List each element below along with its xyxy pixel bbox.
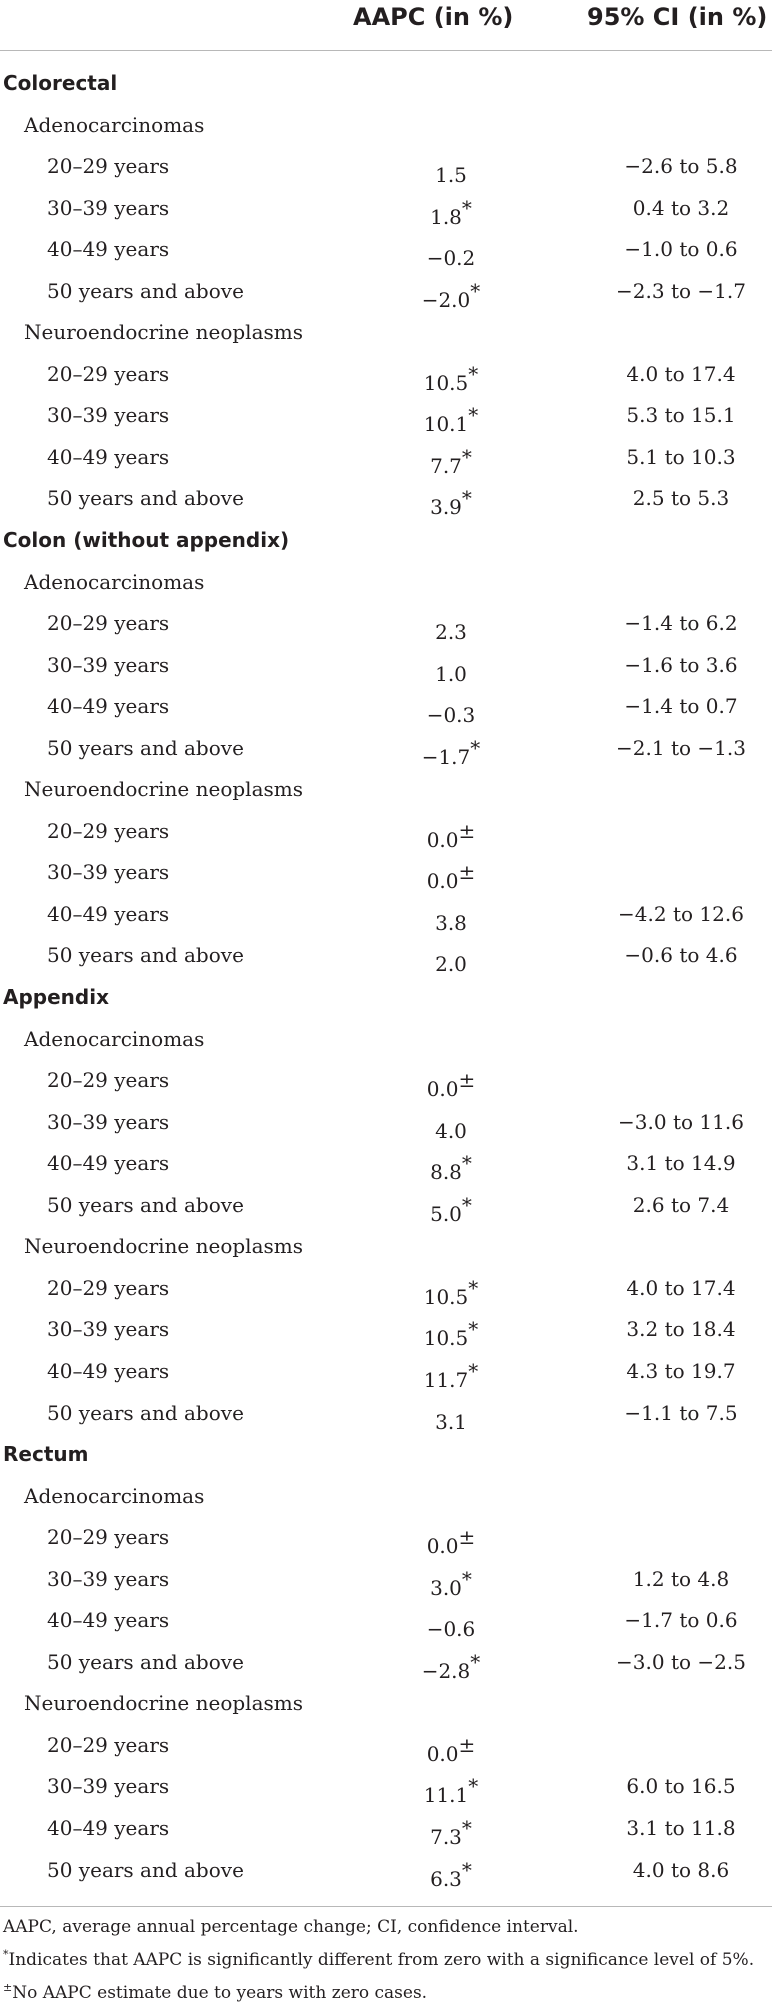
ci-cell: 3.1 to 14.9 (626, 1151, 736, 1176)
ci-cell: 5.3 to 15.1 (626, 403, 736, 428)
aapc-value: 10.1 (423, 412, 469, 437)
table-row (0, 189, 772, 231)
aapc-value: 1.0 (435, 661, 467, 686)
ci-cell: −1.4 to 0.7 (624, 694, 738, 719)
aapc-value: −1.7 (421, 744, 471, 769)
age-group-label: 40–49 years (47, 444, 170, 469)
footnote-significance (3, 1941, 768, 1974)
ci-cell: −3.0 to −2.5 (616, 1649, 746, 1674)
significance-mark: * (468, 403, 479, 428)
age-group-label: 50 years and above (47, 278, 244, 303)
aapc-value: 1.5 (435, 163, 467, 188)
table-row (0, 1186, 772, 1228)
table-row (0, 479, 772, 521)
significance-mark: * (461, 1857, 472, 1882)
aapc-value: 2.3 (435, 620, 467, 645)
significance-mark: * (468, 1317, 479, 1342)
aapc-value: 0.0 (426, 1741, 459, 1766)
header-divider (0, 50, 772, 51)
aapc-cell (386, 1110, 516, 1143)
footnote-abbreviations: AAPC, average annual percentage change; CI, confidence interval. (3, 1917, 579, 1937)
table-row (0, 1518, 772, 1560)
table-row (0, 1601, 772, 1643)
site-label: Appendix (3, 985, 109, 1010)
table-row (0, 1269, 772, 1311)
aapc-cell (386, 1068, 516, 1101)
table-row (0, 1726, 772, 1768)
site-label: Colon (without appendix) (3, 528, 290, 553)
aapc-value: 3.1 (435, 1409, 467, 1434)
age-group-label: 40–49 years (47, 237, 170, 262)
age-group-label: 30–39 years (47, 1566, 170, 1591)
significance-mark: * (470, 278, 481, 303)
table-row (0, 895, 772, 937)
age-group-label: 30–39 years (47, 195, 170, 220)
aapc-cell (386, 1525, 516, 1558)
age-group-label: 50 years and above (47, 486, 244, 511)
column-header-aapc: AAPC (in %) (353, 3, 514, 31)
site-row (0, 521, 772, 563)
significance-mark: ± (458, 860, 476, 885)
site-row (0, 978, 772, 1020)
age-group-label: 40–49 years (47, 1815, 170, 1840)
aapc-cell (386, 1858, 516, 1891)
ci-cell: 2.5 to 5.3 (632, 486, 730, 511)
aapc-cell (386, 819, 516, 852)
ci-cell: −2.1 to −1.3 (616, 735, 746, 760)
aapc-cell (386, 736, 516, 769)
aapc-value: 7.7 (430, 453, 462, 478)
significance-mark: * (468, 1275, 479, 1300)
table-row (0, 1144, 772, 1186)
aapc-value: 6.3 (430, 1866, 462, 1891)
ci-cell: −3.0 to 11.6 (618, 1109, 744, 1134)
aapc-cell (386, 403, 516, 436)
column-header-ci: 95% CI (in %) (587, 3, 768, 31)
table-row (0, 396, 772, 438)
table-row (0, 272, 772, 314)
tumor-type-label: Adenocarcinomas (24, 1483, 205, 1508)
tumor-type-row (0, 1684, 772, 1726)
aapc-value: 2.0 (435, 952, 467, 977)
ci-cell: 5.1 to 10.3 (626, 444, 736, 469)
significance-mark: ± (458, 1068, 476, 1093)
significance-mark: * (461, 195, 472, 220)
aapc-cell (386, 1816, 516, 1849)
ci-cell: 4.0 to 17.4 (626, 361, 736, 386)
aapc-value: 8.8 (430, 1160, 462, 1185)
table-footnotes (3, 1914, 768, 2007)
aapc-value: −2.0 (421, 287, 471, 312)
table-row (0, 1767, 772, 1809)
tumor-type-row (0, 313, 772, 355)
table-row (0, 1560, 772, 1602)
ci-cell: −1.0 to 0.6 (624, 237, 738, 262)
aapc-value: 7.3 (430, 1824, 462, 1849)
tumor-type-label: Adenocarcinomas (24, 112, 205, 137)
age-group-label: 50 years and above (47, 943, 244, 968)
table-row (0, 438, 772, 480)
table-row (0, 1851, 772, 1893)
aapc-cell (386, 902, 516, 935)
aapc-cell (386, 653, 516, 686)
aapc-cell (386, 1317, 516, 1350)
aapc-cell (386, 1151, 516, 1184)
aapc-value: 1.8 (430, 204, 462, 229)
tumor-type-row (0, 1020, 772, 1062)
tumor-type-label: Neuroendocrine neoplasms (24, 777, 303, 802)
ci-cell: 3.1 to 11.8 (626, 1815, 736, 1840)
aapc-cell (386, 1733, 516, 1766)
table-row (0, 1061, 772, 1103)
tumor-type-row (0, 1477, 772, 1519)
age-group-label: 20–29 years (47, 1732, 170, 1757)
age-group-label: 30–39 years (47, 1109, 170, 1134)
aapc-value: 0.0 (426, 1077, 459, 1102)
table-row (0, 355, 772, 397)
table-bottom-divider (0, 1906, 772, 1907)
table-row (0, 1310, 772, 1352)
aapc-value: 5.0 (430, 1201, 462, 1226)
tumor-type-label: Adenocarcinomas (24, 1026, 205, 1051)
ci-cell: 3.2 to 18.4 (626, 1317, 736, 1342)
aapc-cell (386, 611, 516, 644)
aapc-value: 11.1 (423, 1783, 469, 1808)
table-row (0, 230, 772, 272)
significance-mark: * (468, 1358, 479, 1383)
age-group-label: 50 years and above (47, 1649, 244, 1674)
age-group-label: 40–49 years (47, 1151, 170, 1176)
ci-cell: 2.6 to 7.4 (632, 1192, 730, 1217)
ci-cell: −1.6 to 3.6 (624, 652, 738, 677)
age-group-label: 40–49 years (47, 1608, 170, 1633)
aapc-value: −0.3 (426, 703, 476, 728)
significance-mark: * (468, 1774, 479, 1799)
aapc-value: −2.8 (421, 1658, 471, 1683)
significance-mark: ± (458, 818, 476, 843)
table-row (0, 1103, 772, 1145)
aapc-cell (386, 860, 516, 893)
site-label: Rectum (3, 1442, 89, 1467)
age-group-label: 20–29 years (47, 1275, 170, 1300)
age-group-label: 30–39 years (47, 1317, 170, 1342)
ci-cell: −1.1 to 7.5 (624, 1400, 738, 1425)
aapc-cell (386, 1276, 516, 1309)
significance-mark: * (461, 1151, 472, 1176)
tumor-type-row (0, 770, 772, 812)
aapc-value: 0.0 (426, 827, 459, 852)
tumor-type-label: Neuroendocrine neoplasms (24, 1234, 303, 1259)
ci-cell: −2.6 to 5.8 (624, 154, 738, 179)
aapc-cell (386, 154, 516, 187)
aapc-cell (386, 1774, 516, 1807)
age-group-label: 30–39 years (47, 1774, 170, 1799)
ci-cell: −2.3 to −1.7 (616, 278, 746, 303)
footnote-no-estimate (3, 1974, 768, 2007)
table-row (0, 646, 772, 688)
table-row (0, 812, 772, 854)
aapc-value: −0.6 (426, 1617, 476, 1642)
age-group-label: 50 years and above (47, 1192, 244, 1217)
ci-cell: 1.2 to 4.8 (632, 1566, 730, 1591)
significance-mark: ± (458, 1525, 476, 1550)
aapc-value: 10.5 (423, 1284, 469, 1309)
site-row (0, 64, 772, 106)
ci-cell: −1.7 to 0.6 (624, 1608, 738, 1633)
table-row (0, 1643, 772, 1685)
aapc-cell (386, 1567, 516, 1600)
table-row (0, 729, 772, 771)
table-row (0, 604, 772, 646)
footnote-star-mark: * (3, 1948, 9, 1961)
tumor-type-row (0, 563, 772, 605)
tumor-type-label: Adenocarcinomas (24, 569, 205, 594)
aapc-cell (386, 694, 516, 727)
aapc-cell (386, 943, 516, 976)
ci-cell: 0.4 to 3.2 (632, 195, 730, 220)
aapc-cell (386, 196, 516, 229)
age-group-label: 20–29 years (47, 361, 170, 386)
significance-mark: * (461, 486, 472, 511)
aapc-cell (386, 1608, 516, 1641)
age-group-label: 30–39 years (47, 403, 170, 428)
age-group-label: 40–49 years (47, 1358, 170, 1383)
age-group-label: 40–49 years (47, 694, 170, 719)
tumor-type-row (0, 106, 772, 148)
aapc-cell (386, 445, 516, 478)
ci-cell: 4.3 to 19.7 (626, 1358, 736, 1383)
age-group-label: 20–29 years (47, 818, 170, 843)
significance-mark: ± (458, 1732, 476, 1757)
table-header (0, 0, 772, 50)
table-row (0, 853, 772, 895)
significance-mark: * (461, 1815, 472, 1840)
tumor-type-label: Neuroendocrine neoplasms (24, 320, 303, 345)
aapc-cell (386, 1650, 516, 1683)
age-group-label: 50 years and above (47, 1400, 244, 1425)
aapc-value: 3.9 (430, 495, 462, 520)
ci-cell: −4.2 to 12.6 (618, 901, 744, 926)
tumor-type-label: Neuroendocrine neoplasms (24, 1691, 303, 1716)
table-row (0, 1394, 772, 1436)
aapc-value: −0.2 (426, 246, 476, 271)
footnote-star-text: Indicates that AAPC is significantly different from zero with a significance level of 5%. (8, 1950, 755, 1970)
aapc-value: 0.0 (426, 869, 459, 894)
ci-cell: 6.0 to 16.5 (626, 1774, 736, 1799)
table-row (0, 1809, 772, 1851)
significance-mark: * (461, 1566, 472, 1591)
ci-cell: −0.6 to 4.6 (624, 943, 738, 968)
footnote-pm-text: No AAPC estimate due to years with zero cases. (12, 1983, 428, 2003)
aapc-cell (386, 1359, 516, 1392)
site-label: Colorectal (3, 71, 118, 95)
table-row (0, 936, 772, 978)
table-row (0, 147, 772, 189)
age-group-label: 20–29 years (47, 154, 170, 179)
aapc-value: 0.0 (426, 1534, 459, 1559)
tumor-type-row (0, 1227, 772, 1269)
significance-mark: * (468, 361, 479, 386)
aapc-cell (386, 1401, 516, 1434)
aapc-value: 3.0 (430, 1575, 462, 1600)
table-row (0, 1352, 772, 1394)
age-group-label: 30–39 years (47, 652, 170, 677)
aapc-value: 11.7 (423, 1367, 469, 1392)
age-group-label: 20–29 years (47, 1525, 170, 1550)
age-group-label: 20–29 years (47, 611, 170, 636)
significance-mark: * (461, 444, 472, 469)
ci-cell: 4.0 to 17.4 (626, 1275, 736, 1300)
aapc-cell (386, 237, 516, 270)
aapc-cell (386, 486, 516, 519)
table-row (0, 687, 772, 729)
age-group-label: 50 years and above (47, 1857, 244, 1882)
significance-mark: * (461, 1192, 472, 1217)
age-group-label: 50 years and above (47, 735, 244, 760)
age-group-label: 20–29 years (47, 1068, 170, 1093)
site-row (0, 1435, 772, 1477)
aapc-cell (386, 1193, 516, 1226)
age-group-label: 30–39 years (47, 860, 170, 885)
aapc-value: 10.5 (423, 1326, 469, 1351)
ci-cell: 4.0 to 8.6 (632, 1857, 730, 1882)
aapc-cell (386, 362, 516, 395)
footnote-pm-mark: ± (3, 1981, 13, 1994)
significance-mark: * (470, 735, 481, 760)
aapc-cell (386, 279, 516, 312)
aapc-value: 4.0 (435, 1118, 467, 1143)
aapc-value: 3.8 (435, 910, 467, 935)
ci-cell: −1.4 to 6.2 (624, 611, 738, 636)
significance-mark: * (470, 1649, 481, 1674)
table-body (0, 64, 772, 1892)
age-group-label: 40–49 years (47, 901, 170, 926)
aapc-value: 10.5 (423, 370, 469, 395)
